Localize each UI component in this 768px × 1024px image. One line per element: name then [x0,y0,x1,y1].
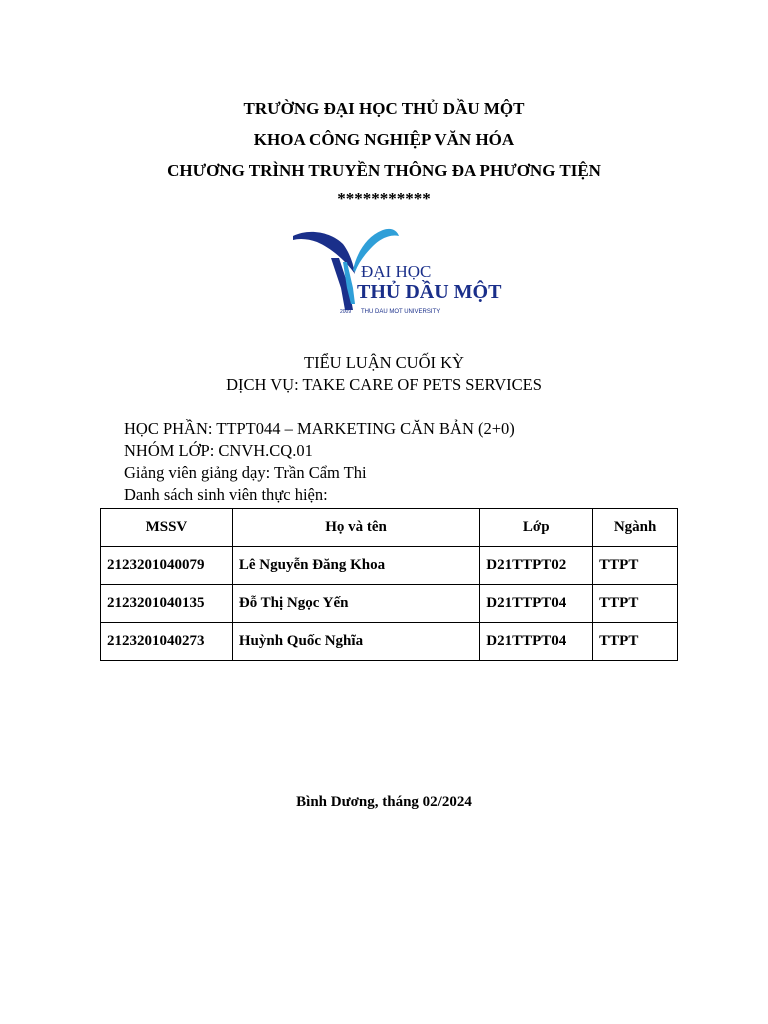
university-logo [287,222,502,322]
logo-line1: ĐẠI HỌC [361,262,432,281]
cell-major: TTPT [593,623,678,661]
cell-mssv: 2123201040135 [101,585,233,623]
report-title: TIỂU LUẬN CUỐI KỲ [304,353,464,372]
table-row [101,547,678,585]
program-name: CHƯƠNG TRÌNH TRUYỀN THÔNG ĐA PHƯƠNG TIỆN [167,161,601,180]
faculty-name: KHOA CÔNG NGHIỆP VĂN HÓA [253,130,515,149]
logo-year: 2009 [340,309,352,315]
header-mssv: MSSV [101,509,233,547]
header-major: Ngành [593,509,678,547]
university-name: TRƯỜNG ĐẠI HỌC THỦ DẦU MỘT [243,99,525,118]
table-row [101,623,678,661]
place-date: Bình Dương, tháng 02/2024 [296,794,472,810]
header-separator: *********** [337,189,431,208]
cell-full-name: Huỳnh Quốc Nghĩa [232,623,479,661]
cell-major: TTPT [593,547,678,585]
cell-mssv: 2123201040273 [101,623,233,661]
lecturer-info: Giảng viên giảng dạy: Trần Cẩm Thi [124,463,367,482]
table-header-row [101,509,678,547]
cell-class: D21TTPT04 [480,585,593,623]
course-info: HỌC PHẦN: TTPT044 – MARKETING CĂN BẢN (2+0) [124,419,515,438]
cell-full-name: Đỗ Thị Ngọc Yến [232,585,479,623]
header-class: Lớp [480,509,593,547]
class-group-info: NHÓM LỚP: CNVH.CQ.01 [124,441,313,460]
cell-class: D21TTPT02 [480,547,593,585]
header-full-name: Họ và tên [232,509,479,547]
student-list-label: Danh sách sinh viên thực hiện: [124,485,328,504]
cell-major: TTPT [593,585,678,623]
cell-class: D21TTPT04 [480,623,593,661]
cell-mssv: 2123201040079 [101,547,233,585]
logo-line2: THỦ DẦU MỘT [357,281,502,303]
table-row [101,585,678,623]
student-table [100,508,678,661]
logo-english: THU DAU MOT UNIVERSITY [361,309,441,315]
cell-full-name: Lê Nguyễn Đăng Khoa [232,547,479,585]
report-subject: DỊCH VỤ: TAKE CARE OF PETS SERVICES [226,375,542,394]
